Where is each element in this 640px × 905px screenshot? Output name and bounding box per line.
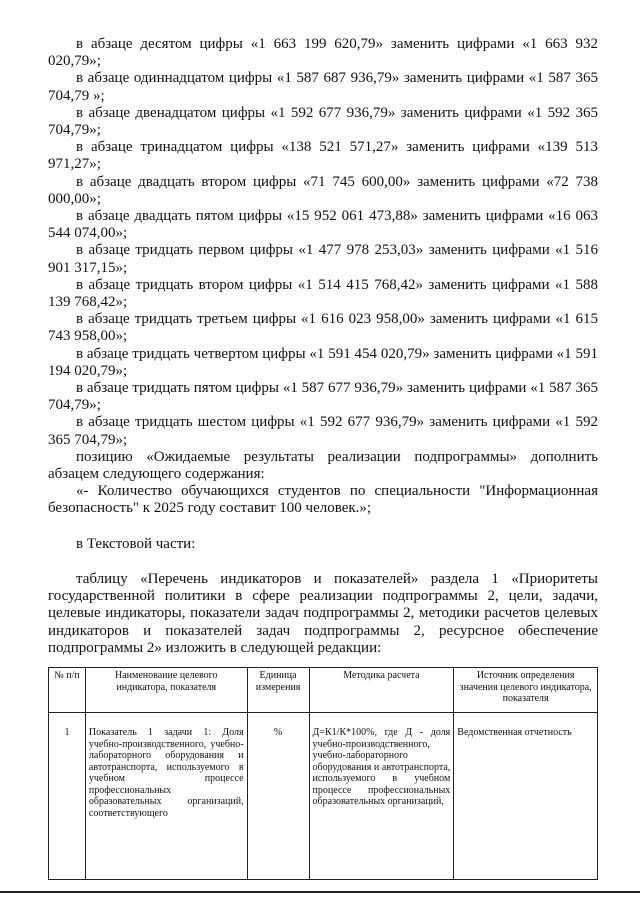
cell-unit: % [247, 712, 309, 879]
amendment-paragraph-32: в абзаце тридцать втором цифры «1 514 415 768,42» заменить цифрами «1 588 139 768,42»; [48, 276, 598, 311]
section-heading: в Текстовой части: [76, 535, 196, 552]
amendment-paragraph-31: в абзаце тридцать первом цифры «1 477 978 253,03» заменить цифрами «1 516 901 317,15»; [48, 242, 598, 276]
cell-source: Ведомственная отчетность [454, 712, 598, 879]
cell-number: 1 [49, 712, 86, 879]
expected-results-paragraph: позицию «Ожидаемые результаты реализации подпрограммы» дополнить абзацем следующего содержания: [48, 448, 598, 483]
header-method: Методика расчета [309, 667, 454, 712]
table-row [49, 712, 598, 879]
cell-indicator-name: Показатель 1 задачи 1: Доля учебно-производственного, учебно-лабораторного оборудования и автотранспорта, используемого в учебном процессе профессиональных образовательных организаций, соответствующего [85, 712, 247, 879]
header-source: Источник определения значения целевого индикатора, показателя [454, 667, 598, 712]
cell-method: Д=К1/К*100%, где Д - доля учебно-производственного, учебно-лабораторного оборудования и автотранспорта, используемого в учебном процессе профессиональных образовательных организаций, [309, 712, 454, 879]
indicators-table [48, 667, 598, 880]
amendment-paragraph-22: в абзаце двадцать втором цифры «71 745 600,00» заменить цифрами «72 738 000,00»; [48, 173, 598, 207]
amendment-paragraph-11: в абзаце одиннадцатом цифры «1 587 687 936,79» заменить цифрами «1 587 365 704,79 »; [48, 70, 598, 104]
amendment-paragraph-12: в абзаце двенадцатом цифры «1 592 677 936,79» заменить цифрами «1 592 365 704,79»; [48, 104, 598, 139]
amendment-paragraph-36: в абзаце тридцать шестом цифры «1 592 677 936,79» заменить цифрами «1 592 365 704,79»; [48, 414, 598, 448]
amendment-paragraph-33: в абзаце тридцать третьем цифры «1 616 023 958,00» заменить цифрами «1 615 743 958,00»; [48, 311, 598, 345]
document-page [48, 36, 598, 880]
amendment-paragraph-10: в абзаце десятом цифры «1 663 199 620,79» заменить цифрами «1 663 932 020,79»; [48, 36, 598, 70]
amendment-paragraph-13: в абзаце тринадцатом цифры «138 521 571,27» заменить цифрами «139 513 971,27»; [48, 139, 598, 173]
page-bottom-rule [0, 891, 640, 893]
amendment-paragraph-35: в абзаце тридцать пятом цифры «1 587 677 936,79» заменить цифрами «1 587 365 704,79»; [48, 380, 598, 414]
header-indicator-name: Наименование целевого индикатора, показателя [85, 667, 247, 712]
added-text-paragraph: «- Количество обучающихся студентов по специальности "Информационная безопасность" к 2025 году составит 100 человек.»; [48, 483, 598, 517]
table-header-row [49, 667, 598, 712]
amendment-paragraph-34: в абзаце тридцать четвертом цифры «1 591 454 020,79» заменить цифрами «1 591 194 020,79»; [48, 345, 598, 379]
header-unit: Единица измерения [247, 667, 309, 712]
header-number: № п/п [49, 667, 86, 712]
amendment-paragraph-25: в абзаце двадцать пятом цифры «15 952 061 473,88» заменить цифрами «16 063 544 074,00»; [48, 208, 598, 242]
table-intro-paragraph: таблицу «Перечень индикаторов и показателей» раздела 1 «Приоритеты государственной политики в сфере реализации подпрограммы 2, цели, задачи, целевые индикаторы, показатели задач подпрограммы 2, методики расчетов целевых индикаторов и показателей задач подпрограммы 2, ресурсное обеспечение подпрограммы 2» изложить в следующей редакции: [48, 570, 598, 656]
